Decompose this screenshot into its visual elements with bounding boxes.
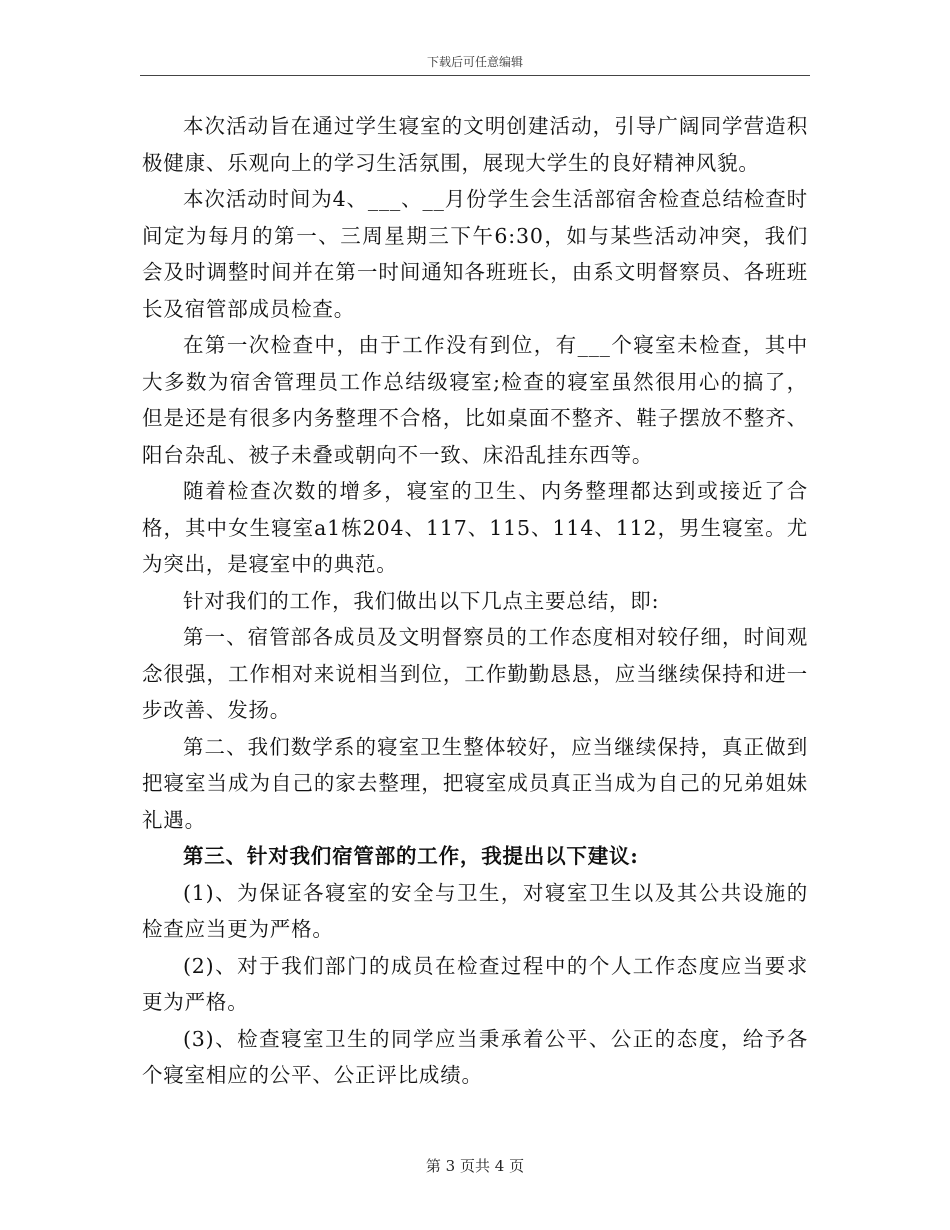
paragraph-schedule: 本次活动时间为4、___、__月份学生会生活部宿舍检查总结检查时间定为每月的第一、三周星期三下午6:30，如与某些活动冲突，我们会及时调整时间并在第一时间通知各班班长，由系文明督察员、各班班长及宿管部成员检查。 — [142, 187, 808, 321]
header-note: 下载后可任意编辑 — [426, 55, 523, 69]
paragraph-suggestion-1: (1)、为保证各寝室的安全与卫生，对寝室卫生以及其公共设施的检查应当更为严格。 — [142, 880, 808, 941]
paragraph-summary-intro: 针对我们的工作，我们做出以下几点主要总结，即: — [183, 588, 660, 613]
paragraph-point-two: 第二、我们数学系的寝室卫生整体较好，应当继续保持，真正做到把寝室当成为自己的家去整理，把寝室成员真正当成为自己的兄弟姐妹礼遇。 — [142, 734, 808, 832]
paragraph-improvement: 随着检查次数的增多，寝室的卫生、内务整理都达到或接近了合格，其中女生寝室a1栋204、117、115、114、112，男生寝室。尤为突出，是寝室中的典范。 — [142, 479, 808, 576]
paragraph-purpose: 本次活动旨在通过学生寝室的文明创建活动，引导广阔同学营造积极健康、乐观向上的学习生活氛围，展现大学生的良好精神风貌。 — [142, 114, 808, 175]
paragraph-suggestion-2: (2)、对于我们部门的成员在检查过程中的个人工作态度应当要求更为严格。 — [142, 953, 808, 1014]
paragraph-first-inspection: 在第一次检查中，由于工作没有到位，有___个寝室未检查，其中大多数为宿舍管理员工作总结级寝室;检查的寝室虽然很用心的搞了，但是还是有很多内务整理不合格，比如桌面不整齐、鞋子摆放不整齐、阳台杂乱、被子未叠或朝向不一致、床沿乱挂东西等。 — [142, 333, 808, 467]
header-divider — [140, 75, 810, 76]
page-number: 第 3 页共 4 页 — [425, 1157, 525, 1175]
paragraph-suggestion-3: (3)、检查寝室卫生的同学应当秉承着公平、公正的态度，给予各个寝室相应的公平、公正评比成绩。 — [142, 1026, 808, 1087]
paragraph-point-one: 第一、宿管部各成员及文明督察员的工作态度相对较仔细，时间观念很强，工作相对来说相当到位，工作勤勤恳恳，应当继续保持和进一步改善、发扬。 — [142, 625, 808, 722]
paragraph-point-three-heading: 第三、针对我们宿管部的工作，我提出以下建议: — [183, 844, 639, 868]
document-body — [142, 108, 808, 1094]
